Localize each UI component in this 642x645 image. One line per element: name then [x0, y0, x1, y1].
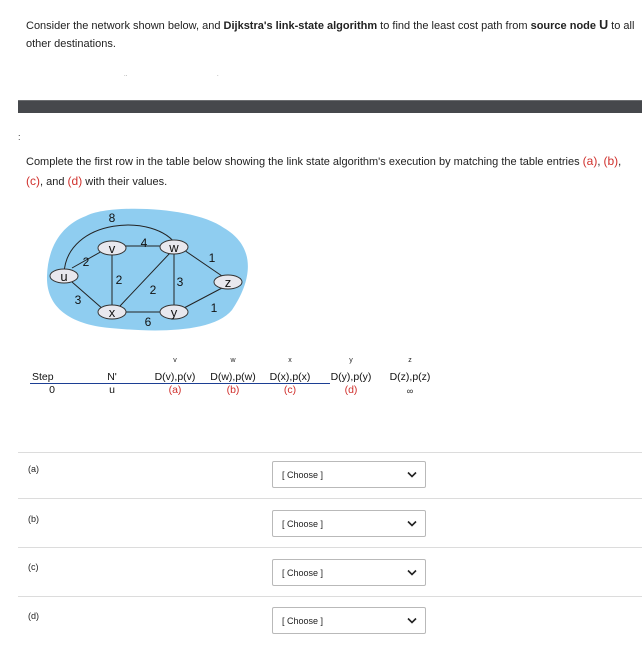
intro-part1: Consider the network shown below, and [26, 20, 224, 32]
choose-select-d[interactable] [272, 607, 426, 634]
choose-select-c-value: [ Choose ] [282, 568, 324, 578]
answer-label-b: (b) [28, 514, 39, 524]
intro-text [26, 16, 638, 53]
question-part1: Complete the first row in the table below showing the link state algorithm's execution by matching the table entries [26, 156, 583, 168]
cost-u-x: 3 [74, 293, 82, 307]
answer-label-d: (d) [28, 611, 39, 621]
question-sep2: , [618, 156, 622, 168]
cost-x-w: 2 [149, 283, 157, 297]
header-node-v: v [173, 357, 177, 364]
node-y-label: y [170, 305, 178, 320]
chevron-down-icon [407, 617, 417, 624]
cost-y-z: 1 [210, 301, 218, 315]
header-dw: D(w),p(w) [210, 371, 256, 383]
question-text [26, 152, 626, 192]
question-ref-d: (d) [67, 174, 83, 188]
node-x-label: x [108, 305, 116, 320]
header-dv: D(v),p(v) [154, 371, 196, 383]
separator-c [18, 596, 642, 597]
header-step: Step [32, 371, 54, 383]
cost-v-w: 4 [140, 236, 148, 250]
cost-w-y: 3 [176, 275, 184, 289]
separator-a [18, 498, 642, 499]
answer-label-c: (c) [28, 562, 39, 572]
stray-dot: . [217, 72, 219, 78]
choose-select-b[interactable] [272, 510, 426, 537]
separator-b [18, 547, 642, 548]
intro-algorithm-name: Dijkstra's link-state algorithm [223, 20, 378, 32]
choose-select-a[interactable] [272, 461, 426, 488]
header-node-w: w [230, 357, 236, 364]
answer-label-a: (a) [28, 464, 39, 474]
node-u-label: u [60, 269, 68, 284]
separator-top [18, 452, 642, 453]
row0-step: 0 [49, 384, 55, 396]
question-ref-a: (a) [582, 154, 598, 168]
row0-dy: (d) [344, 384, 358, 396]
node-z-label: z [224, 275, 232, 290]
chevron-down-icon [407, 569, 417, 576]
network-diagram [46, 206, 256, 334]
choose-select-a-value: [ Choose ] [282, 470, 324, 480]
cost-x-y: 6 [144, 315, 152, 329]
question-ref-c: (c) [26, 174, 40, 188]
chevron-down-icon [407, 520, 417, 527]
question-ref-b: (b) [603, 154, 619, 168]
cost-v-x: 2 [115, 273, 123, 287]
header-n-prime: N' [107, 371, 117, 383]
chevron-down-icon [407, 471, 417, 478]
row0-dz: ∞ [406, 386, 414, 396]
header-dy: D(y),p(y) [330, 371, 372, 383]
cost-w-z: 1 [208, 251, 216, 265]
row0-n-prime: u [109, 384, 115, 396]
question-part2: with their values. [82, 176, 168, 188]
choose-select-b-value: [ Choose ] [282, 519, 324, 529]
row0-dw: (b) [226, 384, 240, 396]
choose-select-c[interactable] [272, 559, 426, 586]
question-sep1: , [597, 156, 604, 168]
header-dx: D(x),p(x) [269, 371, 311, 383]
header-node-y: y [349, 357, 353, 364]
row0-dx: (c) [283, 384, 297, 396]
colon-mark: : [18, 132, 21, 142]
header-node-x: x [288, 357, 292, 364]
choose-select-d-value: [ Choose ] [282, 616, 324, 626]
node-w-label: w [169, 240, 179, 255]
question-sep3: , and [40, 176, 68, 188]
row0-dv: (a) [168, 384, 182, 396]
divider-bar [18, 100, 642, 113]
intro-part2: to find the least cost path from [377, 20, 531, 32]
stray-dots: .. [124, 72, 128, 78]
node-v-label: v [108, 241, 116, 256]
cost-u-v: 2 [82, 255, 90, 269]
intro-source-label: source node [530, 20, 600, 32]
cost-u-w: 8 [108, 211, 116, 225]
intro-source-node: U [599, 18, 609, 32]
header-node-z: z [408, 357, 412, 364]
intro-part3: to all other destinations. [26, 20, 635, 50]
header-dz: D(z),p(z) [389, 371, 431, 383]
